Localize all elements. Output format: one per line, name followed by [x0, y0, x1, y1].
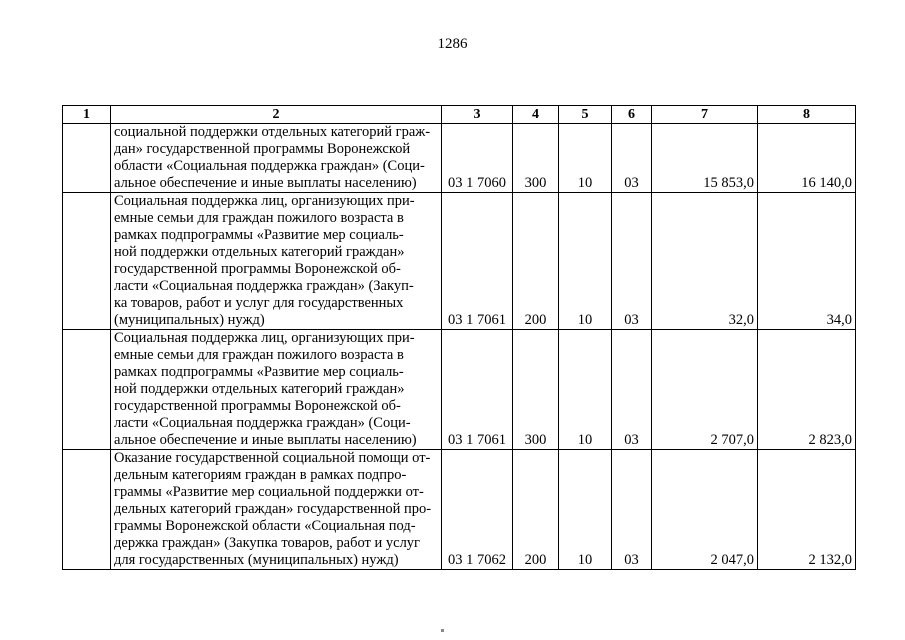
column-header-6: 6 [612, 106, 652, 124]
page-number: 1286 [437, 36, 468, 52]
description-line: (муниципальных) нужд) [114, 312, 265, 328]
section-code: 10 [559, 124, 612, 193]
description-line: альное обеспечение и иные выплаты населению) [114, 175, 417, 191]
subsection-code: 03 [612, 124, 652, 193]
target-article-code: 03 1 7060 [442, 124, 513, 193]
column-header-8: 8 [758, 106, 856, 124]
description-line: государственной программы Воронежской об- [114, 398, 401, 414]
amount-col8: 2 823,0 [758, 330, 856, 450]
description-line: граммы «Развитие мер социальной поддержки от- [114, 484, 424, 500]
section-code: 10 [559, 193, 612, 330]
description-line: ласти «Социальная поддержка граждан» (Соци- [114, 415, 411, 431]
description-line: рамках подпрограммы «Развитие мер социаль- [114, 227, 404, 243]
target-article-code: 03 1 7062 [442, 450, 513, 570]
amount-col7: 15 853,0 [652, 124, 758, 193]
target-article-code: 03 1 7061 [442, 193, 513, 330]
column-header-5: 5 [559, 106, 612, 124]
subsection-code: 03 [612, 193, 652, 330]
scan-dot [441, 629, 444, 632]
description-cell [111, 330, 442, 450]
subsection-code: 03 [612, 450, 652, 570]
column-header-4: 4 [513, 106, 559, 124]
expense-type-code: 300 [513, 124, 559, 193]
description-line: дан» государственной программы Воронежской [114, 141, 411, 157]
amount-col8: 2 132,0 [758, 450, 856, 570]
row-number-cell [63, 124, 111, 193]
budget-table [62, 105, 856, 570]
column-header-2: 2 [111, 106, 442, 124]
header-row [63, 106, 856, 124]
description-line: Социальная поддержка лиц, организующих при- [114, 330, 415, 346]
amount-col8: 34,0 [758, 193, 856, 330]
table-row [63, 193, 856, 330]
column-header-3: 3 [442, 106, 513, 124]
description-line: держка граждан» (Закупка товаров, работ и услуг [114, 535, 421, 551]
description-line: емные семьи для граждан пожилого возраста в [114, 347, 404, 363]
amount-col7: 2 707,0 [652, 330, 758, 450]
section-code: 10 [559, 450, 612, 570]
description-line: альное обеспечение и иные выплаты населению) [114, 432, 417, 448]
table-header [63, 106, 856, 124]
description-line: государственной программы Воронежской об- [114, 261, 401, 277]
description-line: ной поддержки отдельных категорий граждан» [114, 381, 405, 397]
amount-col8: 16 140,0 [758, 124, 856, 193]
amount-col7: 2 047,0 [652, 450, 758, 570]
column-header-1: 1 [63, 106, 111, 124]
description-line: для государственных (муниципальных) нужд) [114, 552, 399, 568]
description-cell [111, 193, 442, 330]
row-number-cell [63, 330, 111, 450]
target-article-code: 03 1 7061 [442, 330, 513, 450]
row-number-cell [63, 193, 111, 330]
subsection-code: 03 [612, 330, 652, 450]
description-line: емные семьи для граждан пожилого возраста в [114, 210, 404, 226]
expense-type-code: 200 [513, 193, 559, 330]
section-code: 10 [559, 330, 612, 450]
description-line: ной поддержки отдельных категорий граждан» [114, 244, 405, 260]
description-cell [111, 124, 442, 193]
expense-type-code: 300 [513, 330, 559, 450]
description-line: области «Социальная поддержка граждан» (Соци- [114, 158, 425, 174]
description-line: Оказание государственной социальной помощи от- [114, 450, 431, 466]
description-line: ка товаров, работ и услуг для государственных [114, 295, 404, 311]
description-line: дельных категорий граждан» государственной про- [114, 501, 432, 517]
column-header-7: 7 [652, 106, 758, 124]
amount-col7: 32,0 [652, 193, 758, 330]
table-row [63, 450, 856, 570]
description-line: дельным категориям граждан в рамках подпро- [114, 467, 407, 483]
table-row [63, 330, 856, 450]
expense-type-code: 200 [513, 450, 559, 570]
table-row [63, 124, 856, 193]
description-line: Социальная поддержка лиц, организующих при- [114, 193, 415, 209]
description-line: граммы Воронежской области «Социальная под- [114, 518, 416, 534]
description-line: ласти «Социальная поддержка граждан» (Закуп- [114, 278, 414, 294]
description-line: социальной поддержки отдельных категорий граж- [114, 124, 431, 140]
row-number-cell [63, 450, 111, 570]
description-cell [111, 450, 442, 570]
description-line: рамках подпрограммы «Развитие мер социаль- [114, 364, 404, 380]
